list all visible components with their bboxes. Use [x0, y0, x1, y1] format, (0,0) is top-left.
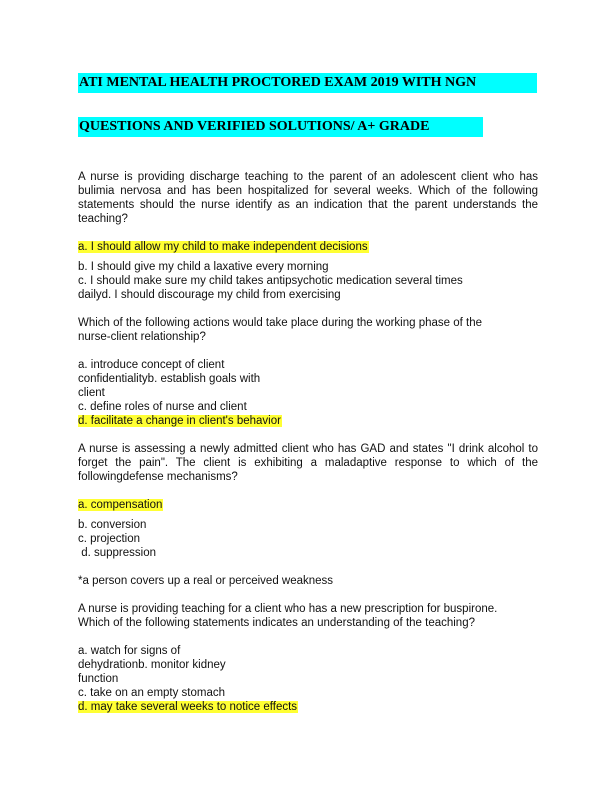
question-4-answer-line: a. watch for signs of	[78, 645, 181, 657]
question-4-stem-line: Which of the following statements indicates an understanding of the teaching?	[78, 617, 475, 629]
question-2-stem-line: Which of the following actions would take place during the working phase of the	[78, 317, 483, 329]
question-1-answer-b: b. I should give my child a laxative every morning	[78, 261, 329, 273]
question-2-answer-line: client	[78, 387, 105, 399]
question-4-answer-c: c. take on an empty stomach	[78, 687, 226, 699]
question-3-answer-d: d. suppression	[78, 547, 156, 559]
question-1-answers	[78, 240, 538, 302]
question-3-answers	[78, 498, 538, 560]
question-4-answer-line: dehydrationb. monitor kidney	[78, 659, 226, 671]
question-2-stem-line: nurse-client relationship?	[78, 331, 206, 343]
question-3-stem: A nurse is assessing a newly admitted client who has GAD and states "I drink alcohol to forget the pain". The client is exhibiting a maladaptive response to which of the followingdefense mechanisms?	[78, 443, 538, 483]
question-2-answers	[78, 358, 538, 428]
question-1-answer-c: c. I should make sure my child takes antipsychotic medication several times	[78, 275, 463, 287]
question-1-answer-a-correct: a. I should allow my child to make independent decisions	[78, 241, 368, 253]
question-4-stem-line: A nurse is providing teaching for a client who has a new prescription for buspirone.	[78, 603, 498, 615]
question-4-answers	[78, 644, 538, 714]
document-title-line-2: QUESTIONS AND VERIFIED SOLUTIONS/ A+ GRADE	[78, 117, 483, 137]
question-3-answer-b: b. conversion	[78, 519, 147, 531]
question-2-answer-c: c. define roles of nurse and client	[78, 401, 247, 413]
question-3-answer-c: c. projection	[78, 533, 141, 545]
question-4-stem	[78, 602, 538, 630]
question-3-rationale: *a person covers up a real or perceived weakness	[78, 575, 334, 587]
question-3-answer-a-correct: a. compensation	[78, 499, 163, 511]
question-4-answer-d-correct: d. may take several weeks to notice effects	[78, 701, 298, 713]
question-2-stem	[78, 316, 538, 344]
question-2-answer-line: a. introduce concept of client	[78, 359, 225, 371]
question-1-answer-d: dailyd. I should discourage my child from exercising	[78, 289, 341, 301]
document-title-line-1: ATI MENTAL HEALTH PROCTORED EXAM 2019 WITH NGN	[78, 73, 537, 93]
question-2-answer-d-correct: d. facilitate a change in client's behavior	[78, 415, 281, 427]
question-4-answer-line: function	[78, 673, 119, 685]
question-1-stem: A nurse is providing discharge teaching to the parent of an adolescent client who has bulimia nervosa and has been hospitalized for several weeks. Which of the following statements should the nurse identify as an indication that the parent understands the teaching?	[78, 171, 538, 225]
document-body	[78, 170, 538, 728]
question-2-answer-line: confidentialityb. establish goals with	[78, 373, 261, 385]
